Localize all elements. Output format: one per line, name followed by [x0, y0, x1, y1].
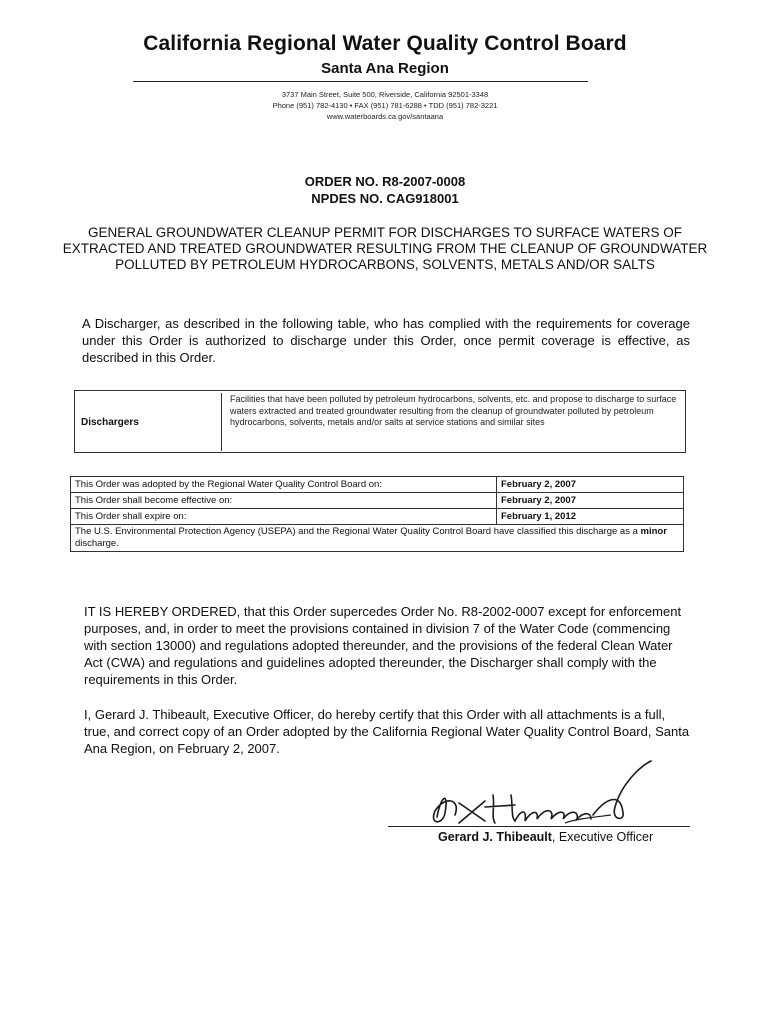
- effective-label: This Order shall become effective on:: [71, 493, 497, 509]
- website-line: www.waterboards.ca.gov/santaana: [326, 112, 444, 121]
- table-divider: [221, 393, 222, 451]
- expire-label: This Order shall expire on:: [71, 509, 497, 525]
- effective-date: February 2, 2007: [497, 493, 684, 509]
- dischargers-description: Facilities that have been polluted by petroleum hydrocarbons, solvents, etc. and propose to discharge to surface waters extracted and treated groundwater resulting from the cleanup of groundwater polluted by petroleum hydrocarbons, solvents, metals and/or salts at service stations and similar sites: [230, 394, 677, 427]
- classification-minor: minor: [640, 526, 667, 537]
- ordered-paragraph: IT IS HEREBY ORDERED, that this Order supercedes Order No. R8-2002-0007 except for enforcement purposes, and, in order to meet the provisions contained in division 7 of the Water Code (commencing with section 13000) and regulations adopted thereunder, and the provisions of the federal Clean Water Act (CWA) and regulations and guidelines adopted thereunder, the Discharger shall comply with the requirements in this Order.: [84, 604, 682, 687]
- permit-title: GENERAL GROUNDWATER CLEANUP PERMIT FOR DISCHARGES TO SURFACE WATERS OF EXTRACTED AND TREATED GROUNDWATER RESULTING FROM THE CLEANUP OF GROUNDWATER POLLUTED BY PETROLEUM HYDROCARBONS, SOLVENTS, METALS AND/OR SALTS: [62, 225, 708, 272]
- dischargers-table: [74, 390, 686, 453]
- classification-note: [71, 525, 684, 552]
- certification-paragraph: I, Gerard J. Thibeault, Executive Officer, do hereby certify that this Order with all attachments is a full, true, and correct copy of an Order adopted by the California Regional Water Quality Control Board, Santa Ana Region, on February 2, 2007.: [84, 707, 690, 756]
- adopted-label: This Order was adopted by the Regional Water Quality Control Board on:: [71, 477, 497, 493]
- signatory: [438, 830, 653, 844]
- signature-line: [388, 826, 690, 827]
- region-subtitle: Santa Ana Region: [321, 60, 449, 77]
- table-row: [71, 509, 684, 525]
- signatory-name: Gerard J. Thibeault: [438, 830, 552, 844]
- expire-date: February 1, 2012: [497, 509, 684, 525]
- order-dates-table: [70, 476, 684, 552]
- table-row: [71, 493, 684, 509]
- address-line: 3737 Main Street, Suite 500, Riverside, California 92501-3348: [281, 90, 489, 99]
- adopted-date: February 2, 2007: [497, 477, 684, 493]
- classification-end: discharge.: [75, 538, 119, 549]
- intro-paragraph: A Discharger, as described in the following table, who has complied with the requirements for coverage under this Order is authorized to discharge under this Order, once permit coverage is effective, as described in this Order.: [82, 316, 690, 365]
- header-divider: [133, 81, 588, 82]
- handwritten-signature: [415, 755, 680, 840]
- board-title: California Regional Water Quality Control Board: [143, 32, 627, 55]
- table-row: [71, 477, 684, 493]
- order-number: ORDER NO. R8-2007-0008: [304, 174, 466, 189]
- classification-text: The U.S. Environmental Protection Agency (USEPA) and the Regional Water Quality Control Board have classified this discharge as a: [75, 526, 641, 537]
- table-row: [71, 525, 684, 552]
- dischargers-label: Dischargers: [81, 417, 139, 428]
- contact-line: Phone (951) 782-4130 • FAX (951) 781-6288 • TDD (951) 782-3221: [272, 101, 498, 110]
- signatory-title: , Executive Officer: [551, 830, 654, 844]
- npdes-number: NPDES NO. CAG918001: [311, 191, 459, 206]
